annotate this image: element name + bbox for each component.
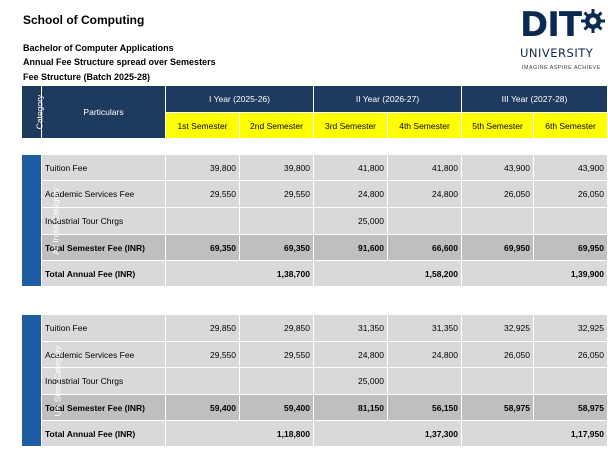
fee-table-header <box>21 85 608 139</box>
year-3-header: III Year (2027-28) <box>462 86 608 113</box>
fee-cell: 31,350 <box>314 315 388 342</box>
fee-cell: 25,000 <box>314 208 388 235</box>
fee-cell: 41,800 <box>314 155 388 181</box>
logo-dit-text: DIT <box>520 5 582 45</box>
semester-6-header: 6th Semester <box>534 113 608 139</box>
fee-cell: 39,800 <box>240 155 314 181</box>
table-row <box>22 181 608 208</box>
fee-cell: 69,950 <box>534 235 608 261</box>
fee-cell <box>534 368 608 395</box>
fee-cell: 26,050 <box>534 181 608 208</box>
row-label: Total Annual Fee (INR) <box>42 261 166 287</box>
fee-cell: 24,800 <box>314 181 388 208</box>
fee-cell: 26,050 <box>534 342 608 368</box>
row-label: Industrial Tour Chrgs <box>42 208 166 235</box>
fee-cell: 29,550 <box>166 342 240 368</box>
semester-4-header: 4th Semester <box>388 113 462 139</box>
row-label: Academic Services Fee <box>42 181 166 208</box>
fee-subtitle: Annual Fee Structure spread over Semesters <box>23 57 216 67</box>
row-label: Total Annual Fee (INR) <box>42 421 166 447</box>
table-row <box>22 208 608 235</box>
row-label: Industrial Tour Chrgs <box>42 368 166 395</box>
fee-cell: 26,050 <box>462 181 534 208</box>
annual-fee-cell: 1,39,900 <box>462 261 608 287</box>
fee-cell: 26,050 <box>462 342 534 368</box>
annual-fee-cell: 1,58,200 <box>314 261 462 287</box>
fee-cell: 29,550 <box>240 342 314 368</box>
fee-cell: 91,600 <box>314 235 388 261</box>
table-row <box>22 315 608 342</box>
fee-cell: 58,975 <box>462 395 534 421</box>
table-row <box>22 368 608 395</box>
all-india-category-label: All India Category <box>22 155 42 287</box>
fee-cell: 43,900 <box>462 155 534 181</box>
row-label: Tuition Fee <box>42 315 166 342</box>
fee-cell: 81,150 <box>314 395 388 421</box>
fee-cell: 25,000 <box>314 368 388 395</box>
row-label: Tuition Fee <box>42 155 166 181</box>
particulars-header: Particulars <box>42 86 166 139</box>
fee-cell: 31,350 <box>388 315 462 342</box>
fee-cell: 32,925 <box>462 315 534 342</box>
year-1-header: I Year (2025-26) <box>166 86 314 113</box>
semester-3-header: 3rd Semester <box>314 113 388 139</box>
fee-cell: 32,925 <box>534 315 608 342</box>
annual-fee-cell: 1,18,800 <box>166 421 314 447</box>
logo-university-text: UNIVERSITY <box>520 46 594 60</box>
fee-cell: 24,800 <box>388 342 462 368</box>
fee-cell <box>462 208 534 235</box>
fee-cell: 39,800 <box>166 155 240 181</box>
fee-cell: 69,950 <box>462 235 534 261</box>
fee-cell <box>462 368 534 395</box>
table-row <box>22 342 608 368</box>
fee-cell: 59,400 <box>240 395 314 421</box>
fee-cell: 29,850 <box>240 315 314 342</box>
fee-cell: 58,975 <box>534 395 608 421</box>
fee-cell <box>388 208 462 235</box>
fee-cell: 69,350 <box>166 235 240 261</box>
fee-cell <box>240 368 314 395</box>
fee-cell: 29,550 <box>166 181 240 208</box>
table-row <box>22 421 608 447</box>
fee-cell: 24,800 <box>388 181 462 208</box>
fee-cell <box>166 368 240 395</box>
fee-cell <box>166 208 240 235</box>
gear-icon <box>580 8 606 34</box>
fee-cell: 29,850 <box>166 315 240 342</box>
fee-cell <box>388 368 462 395</box>
fee-cell: 66,600 <box>388 235 462 261</box>
row-label: Academic Services Fee <box>42 342 166 368</box>
table-row <box>22 235 608 261</box>
school-title: School of Computing <box>23 13 145 27</box>
uk-state-fee-table <box>21 314 608 447</box>
row-label: Total Semester Fee (INR) <box>42 235 166 261</box>
fee-cell: 69,350 <box>240 235 314 261</box>
table-row <box>22 155 608 181</box>
batch-label: Fee Structure (Batch 2025-28) <box>23 72 151 82</box>
row-label: Total Semester Fee (INR) <box>42 395 166 421</box>
dit-university-logo <box>518 5 608 78</box>
fee-cell: 59,400 <box>166 395 240 421</box>
semester-2-header: 2nd Semester <box>240 113 314 139</box>
semester-5-header: 5th Semester <box>462 113 534 139</box>
uk-state-category-label: UK State Category <box>22 315 42 447</box>
fee-cell: 24,800 <box>314 342 388 368</box>
fee-cell: 41,800 <box>388 155 462 181</box>
table-row <box>22 395 608 421</box>
fee-cell: 43,900 <box>534 155 608 181</box>
fee-cell <box>534 208 608 235</box>
semester-1-header: 1st Semester <box>166 113 240 139</box>
year-2-header: II Year (2026-27) <box>314 86 462 113</box>
fee-cell <box>240 208 314 235</box>
annual-fee-cell: 1,37,300 <box>314 421 462 447</box>
all-india-fee-table <box>21 154 608 287</box>
annual-fee-cell: 1,17,950 <box>462 421 608 447</box>
fee-cell: 29,550 <box>240 181 314 208</box>
table-row <box>22 261 608 287</box>
logo-tagline: IMAGINE ASPIRE ACHIEVE <box>522 65 601 71</box>
fee-cell: 56,150 <box>388 395 462 421</box>
annual-fee-cell: 1,38,700 <box>166 261 314 287</box>
category-header: Category <box>22 86 42 139</box>
program-name: Bachelor of Computer Applications <box>23 43 174 53</box>
